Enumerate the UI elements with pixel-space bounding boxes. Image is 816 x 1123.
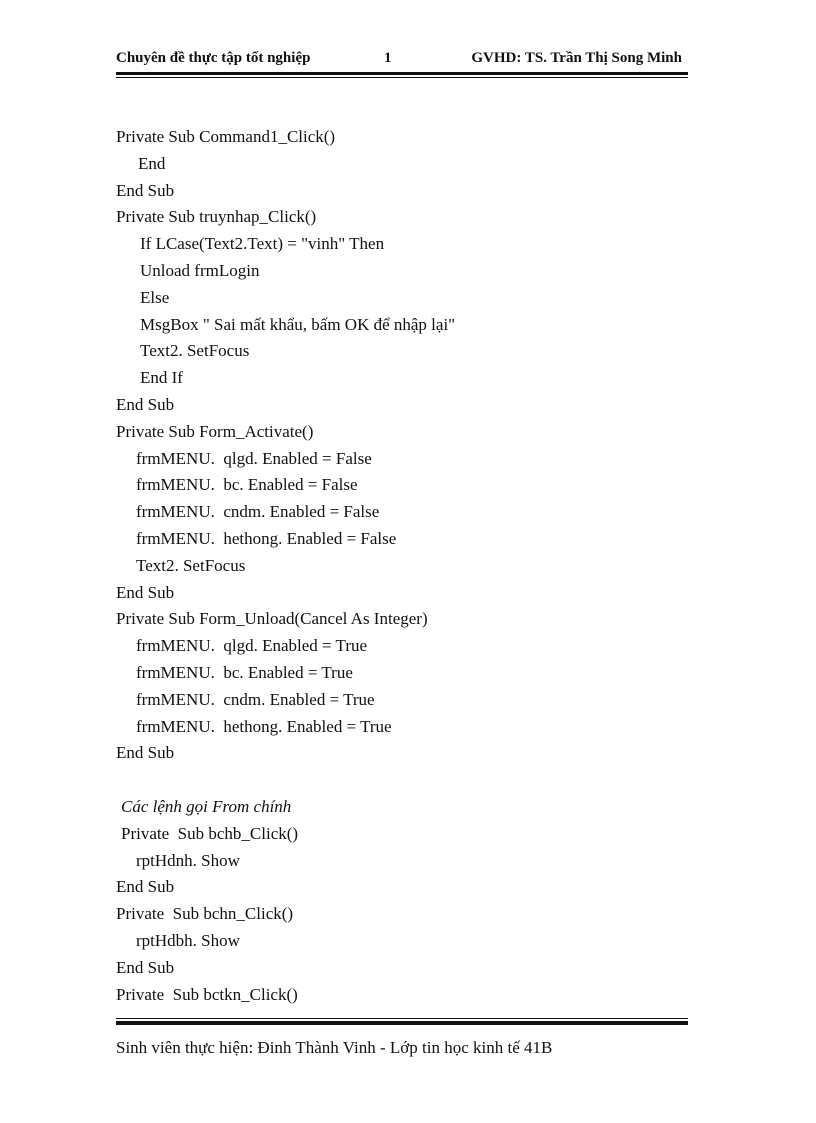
- code-line: If LCase(Text2.Text) = "vinh" Then: [140, 234, 385, 254]
- page-footer: Sinh viên thực hiện: Đinh Thành Vinh - Lớp tin học kinh tế 41B: [116, 1038, 553, 1057]
- code-line: Private Sub bchn_Click(): [116, 904, 294, 924]
- footer-rule-thick: [116, 1021, 688, 1025]
- code-line: frmMENU. bc. Enabled = False: [136, 475, 358, 495]
- code-line: frmMENU. cndm. Enabled = False: [136, 502, 380, 522]
- code-line: frmMENU. bc. Enabled = True: [136, 662, 353, 682]
- code-line: End Sub: [116, 743, 175, 763]
- code-line: frmMENU. hethong. Enabled = False: [136, 528, 397, 548]
- code-line: rptHdbh. Show: [136, 930, 240, 950]
- code-line: Private Sub Form_Activate(): [116, 421, 314, 441]
- code-line: Text2. SetFocus: [136, 555, 246, 575]
- code-line: frmMENU. qlgd. Enabled = True: [136, 636, 368, 656]
- code-line: Private Sub Form_Unload(Cancel As Integer): [116, 609, 428, 629]
- code-line: End Sub: [116, 582, 175, 602]
- header-advisor: GVHD: TS. Trần Thị Song Minh: [471, 50, 682, 66]
- code-line: Text2. SetFocus: [140, 341, 250, 361]
- code-line: End Sub: [116, 957, 175, 977]
- blank-line: [116, 767, 688, 794]
- code-listing: [116, 124, 688, 1008]
- code-line: End Sub: [116, 394, 175, 414]
- code-line: End: [138, 153, 166, 173]
- code-line: frmMENU. qlgd. Enabled = False: [136, 448, 372, 468]
- code-line: Private Sub bctkn_Click(): [116, 984, 298, 1004]
- code-line: frmMENU. hethong. Enabled = True: [136, 716, 392, 736]
- code-line: Private Sub Command1_Click(): [116, 127, 336, 146]
- code-line: frmMENU. cndm. Enabled = True: [136, 689, 375, 709]
- code-line: Unload frmLogin: [140, 260, 260, 280]
- code-line: Private Sub bchb_Click(): [121, 823, 299, 843]
- code-line: rptHdnh. Show: [136, 850, 240, 870]
- header-title: Chuyên đề thực tập tốt nghiệp: [116, 50, 311, 66]
- code-line: End Sub: [116, 877, 175, 897]
- code-comment: Các lệnh gọi From chính: [121, 796, 292, 816]
- code-line: End Sub: [116, 180, 175, 200]
- code-line: MsgBox " Sai mất khẩu, bấm OK để nhập lại": [140, 314, 456, 334]
- page-number: 1: [384, 50, 392, 66]
- code-line: Private Sub truynhap_Click(): [116, 207, 317, 227]
- code-line: Else: [140, 287, 170, 307]
- code-line: End If: [140, 368, 183, 388]
- page-header: [116, 48, 688, 70]
- header-rule-thick: [116, 72, 688, 75]
- header-rule-thin: [116, 77, 688, 78]
- footer-rule-thin: [116, 1018, 688, 1019]
